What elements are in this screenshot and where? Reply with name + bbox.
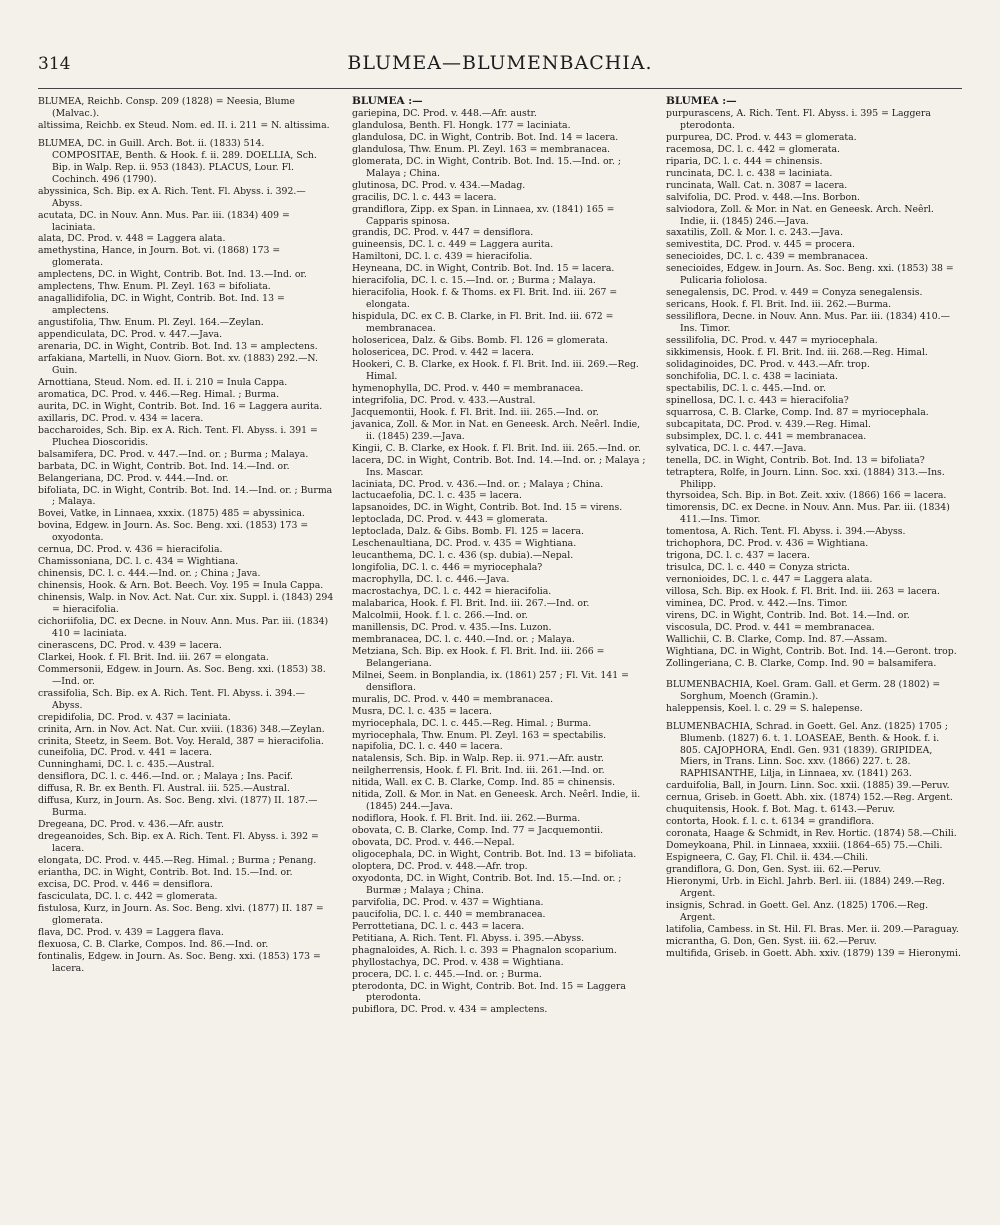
- entry: Belangeriana, DC. Prod. v. 444.—Ind. or.: [38, 472, 229, 484]
- entry: senecioides, Edgew. in Journ. As. Soc. Beng. xxi. (1853) 38 = Pulicaria foliolosa.: [666, 263, 954, 287]
- entry: villosa, Sch. Bip. ex Hook. f. Fl. Brit. Ind. iii. 263 = lacera.: [666, 586, 940, 598]
- entry: baccharoides, Sch. Bip. ex A. Rich. Tent. Fl. Abyss. i. 391 = Pluchea Dioscoridis.: [38, 424, 318, 448]
- entry: Metziana, Sch. Bip. ex Hook. f. Fl. Brit. Ind. iii. 266 = Belangeriana.: [352, 645, 605, 669]
- column-2: [352, 96, 648, 1016]
- entry: Musra, DC. l. c. 435 = lacera.: [352, 705, 492, 717]
- entry: leptoclada, DC. Prod. v. 443 = glomerata.: [352, 514, 548, 526]
- entry: bovina, Edgew. in Journ. As. Soc. Beng. xxi. (1853) 173 = oxyodonta.: [38, 520, 309, 544]
- entry: haleppensis, Koel. l. c. 29 = S. halepense.: [666, 702, 863, 714]
- entry: sessilifolia, DC. Prod. v. 447 = myriocephala.: [666, 335, 878, 347]
- page-header: [38, 50, 962, 80]
- entry: aromatica, DC. Prod. v. 446.—Reg. Himal. ; Burma.: [38, 388, 280, 400]
- entry: Domeykoana, Phil. in Linnaea, xxxiii. (1864–65) 75.—Chili.: [666, 840, 943, 852]
- column-1: [38, 96, 334, 975]
- entry: altissima, Reichb. ex Steud. Nom. ed. II. i. 211 = N. altissima.: [38, 119, 330, 131]
- entry: chinensis, DC. l. c. 444.—Ind. or. ; China ; Java.: [38, 568, 261, 580]
- entry: glandulosa, Benth. Fl. Hongk. 177 = laciniata.: [352, 119, 571, 131]
- entry: bifoliata, DC. in Wight, Contrib. Bot. Ind. 14.—Ind. or. ; Burma ; Malaya.: [38, 484, 333, 508]
- entry: cichoriifolia, DC. ex Decne. in Nouv. Ann. Mus. Par. iii. (1834) 410 = laciniata.: [38, 615, 329, 639]
- entry: cuneifolia, DC. Prod. v. 441 = lacera.: [38, 747, 213, 759]
- entry: flexuosa, C. B. Clarke, Compos. Ind. 86.—Ind. or.: [38, 938, 269, 950]
- entry: senecioides, DC. l. c. 439 = membranacea.: [666, 251, 869, 263]
- entry: vernonioides, DC. l. c. 447 = Laggera alata.: [666, 574, 873, 586]
- entry: oxyodonta, DC. in Wight, Contrib. Bot. Ind. 15.—Ind. or. ; Burmæ ; Malaya ; China.: [352, 872, 622, 896]
- entry: guineensis, DC. l. c. 449 = Laggera aurita.: [352, 239, 554, 251]
- entry: Heyneana, DC. in Wight, Contrib. Bot. Ind. 15 = lacera.: [352, 263, 615, 275]
- entry: javanica, Zoll. & Mor. in Nat. en Geneesk. Arch. Neêrl. Indie, ii. (1845) 239.—Java.: [352, 418, 641, 442]
- entry: neilgherrensis, Hook. f. Fl. Brit. Ind. iii. 261.—Ind. or.: [352, 765, 605, 777]
- entry: Dregeana, DC. Prod. v. 436.—Afr. austr.: [38, 819, 224, 831]
- entry: cernua, DC. Prod. v. 436 = hieracifolia.: [38, 544, 223, 556]
- entry: balsamifera, DC. Prod. v. 447.—Ind. or. ; Burma ; Malaya.: [38, 448, 309, 460]
- entry: nodiflora, Hook. f. Fl. Brit. Ind. iii. 262.—Burma.: [352, 813, 581, 825]
- entry: viscosula, DC. Prod. v. 441 = membranacea.: [666, 621, 875, 633]
- entry: natalensis, Sch. Bip. in Walp. Rep. ii. 971.—Afr. austr.: [352, 753, 604, 765]
- entry: timorensis, DC. ex Decne. in Nouv. Ann. Mus. Par. iii. (1834) 411.—Ins. Timor.: [666, 502, 950, 526]
- entry: multifida, Griseb. in Goett. Abh. xxiv. (1879) 139 = Hieronymi.: [666, 947, 961, 959]
- entry: myriocephala, Thw. Enum. Pl. Zeyl. 163 = spectabilis.: [352, 729, 607, 741]
- header-rule: [38, 88, 962, 89]
- entry: muralis, DC. Prod. v. 440 = membranacea.: [352, 693, 554, 705]
- entry: runcinata, Wall. Cat. n. 3087 = lacera.: [666, 179, 848, 191]
- entry: manillensis, DC. Prod. v. 435.—Ins. Luzon.: [352, 621, 552, 633]
- entry: tomentosa, A. Rich. Tent. Fl. Abyss. i. 394.—Abyss.: [666, 526, 906, 538]
- entry: Espigneera, C. Gay, Fl. Chil. ii. 434.—Chili.: [666, 852, 869, 864]
- entry: squarrosa, C. B. Clarke, Comp. Ind. 87 = myriocephala.: [666, 406, 929, 418]
- entry: Hamiltoni, DC. l. c. 439 = hieracifolia.: [352, 251, 533, 263]
- entry: saxatilis, Zoll. & Mor. l. c. 243.—Java.: [666, 227, 844, 239]
- entry: Jacquemontii, Hook. f. Fl. Brit. Ind. iii. 265.—Ind. or.: [352, 406, 599, 418]
- entry: paucifolia, DC. l. c. 440 = membranacea.: [352, 908, 546, 920]
- entry: salviodora, Zoll. & Mor. in Nat. en Geneesk. Arch. Neêrl. Indie, ii. (1845) 246.—Java.: [666, 203, 934, 227]
- entry: pterodonta, DC. in Wight, Contrib. Bot. Ind. 15 = Laggera pterodonta.: [352, 980, 626, 1004]
- entry: grandiflora, Zipp. ex Span. in Linnaea, xv. (1841) 165 = Capparis spinosa.: [352, 203, 615, 227]
- entry: sylvatica, DC. l. c. 447.—Java.: [666, 442, 807, 454]
- entry: axillaris, DC. Prod. v. 434 = lacera.: [38, 412, 204, 424]
- entry: glutinosa, DC. Prod. v. 434.—Madag.: [352, 179, 526, 191]
- entry: flava, DC. Prod. v. 439 = Laggera flava.: [38, 926, 224, 938]
- entry: hymenophylla, DC. Prod. v. 440 = membranacea.: [352, 382, 584, 394]
- running-title: BLUMEA—BLUMENBACHIA.: [347, 52, 653, 74]
- entry: Malcolmii, Hook. f. l. c. 266.—Ind. or.: [352, 609, 528, 621]
- entry: Hookeri, C. B. Clarke, ex Hook. f. Fl. Brit. Ind. iii. 269.—Reg. Himal.: [352, 358, 639, 382]
- entry: oligocephala, DC. in Wight, Contrib. Bot. Ind. 13 = bifoliata.: [352, 849, 637, 861]
- entry: purpurascens, A. Rich. Tent. Fl. Abyss. i. 395 = Laggera pterodonta.: [666, 107, 931, 131]
- entry: fontinalis, Edgew. in Journ. As. Soc. Beng. xxi. (1853) 173 = lacera.: [38, 950, 321, 974]
- entry: trichophora, DC. Prod. v. 436 = Wightiana.: [666, 538, 869, 550]
- entry: BLUMEA :—: [352, 95, 423, 107]
- entry: fistulosa, Kurz, in Journ. As. Soc. Beng. xlvi. (1877) II. 187 = glomerata.: [38, 902, 324, 926]
- entry: densiflora, DC. l. c. 446.—Ind. or. ; Malaya ; Ins. Pacif.: [38, 771, 293, 783]
- entry: amethystina, Hance, in Journ. Bot. vi. (1868) 173 = glomerata.: [38, 245, 281, 269]
- entry: contorta, Hook. f. l. c. t. 6134 = grandiflora.: [666, 816, 875, 828]
- entry: micrantha, G. Don, Gen. Syst. iii. 62.—Peruv.: [666, 935, 877, 947]
- entry: Kingii, C. B. Clarke, ex Hook. f. Fl. Brit. Ind. iii. 265.—Ind. or.: [352, 442, 641, 454]
- entry: Leschenaultiana, DC. Prod. v. 435 = Wightiana.: [352, 538, 577, 550]
- entry: phagnaloides, A. Rich. l. c. 393 = Phagnalon scoparium.: [352, 944, 617, 956]
- entry: nitida, Zoll. & Mor. in Nat. en Geneesk. Arch. Neêrl. Indie, ii. (1845) 244.—Java.: [352, 789, 641, 813]
- entry: macrophylla, DC. l. c. 446.—Java.: [352, 574, 510, 586]
- entry: BLUMENBACHIA, Schrad. in Goett. Gel. Anz. (1825) 1705 ; Blumenb. (1827) 6. t. 1. LOASEAE, Benth. & Hook. f. i. 805. CAJOPHORA, Endl. Gen. 931 (1839). GRIPIDEA, Miers, in Trans. Linn. Soc. xxv. (1866) 227. t. 28. RAPHISANTHE, Lilja, in Linnaea, xv. (1841) 263.: [666, 720, 949, 780]
- entry: hieracifolia, DC. l. c. 15.—Ind. or. ; Burma ; Malaya.: [352, 275, 596, 287]
- entry: arfakiana, Martelli, in Nuov. Giorn. Bot. xv. (1883) 292.—N. Guin.: [38, 353, 318, 376]
- entry: latifolia, Cambess. in St. Hil. Fl. Bras. Mer. ii. 209.—Paraguay.: [666, 923, 959, 935]
- entry: integrifolia, DC. Prod. v. 433.—Austral.: [352, 394, 536, 406]
- entry: subsimplex, DC. l. c. 441 = membranacea.: [666, 430, 867, 442]
- entry: hispidula, DC. ex C. B. Clarke, in Fl. Brit. Ind. iii. 672 = membranacea.: [352, 311, 614, 335]
- entry: semivestita, DC. Prod. v. 445 = procera.: [666, 239, 855, 251]
- entry: subcapitata, DC. Prod. v. 439.—Reg. Himal.: [666, 418, 871, 430]
- entry: spinellosa, DC. l. c. 443 = hieracifolia?: [666, 394, 849, 406]
- entry: Wallichii, C. B. Clarke, Comp. Ind. 87.—Assam.: [666, 633, 888, 645]
- entry: Cunninghami, DC. l. c. 435.—Austral.: [38, 759, 215, 771]
- entry: napifolia, DC. l. c. 440 = lacera.: [352, 741, 503, 753]
- entry: sonchifolia, DC. l. c. 438 = laciniata.: [666, 370, 838, 382]
- entry: salvifolia, DC. Prod. v. 448.—Ins. Borbon.: [666, 191, 861, 203]
- entry: crinita, Steetz, in Seem. Bot. Voy. Herald, 387 = hieracifolia.: [38, 735, 324, 747]
- entry: diffusa, Kurz, in Journ. As. Soc. Beng. xlvi. (1877) II. 187.—Burma.: [38, 795, 318, 819]
- entry: runcinata, DC. l. c. 438 = laciniata.: [666, 167, 833, 179]
- entry: gracilis, DC. l. c. 443 = lacera.: [352, 191, 497, 203]
- entry: Petitiana, A. Rich. Tent. Fl. Abyss. i. 395.—Abyss.: [352, 932, 585, 944]
- entry: malabarica, Hook. f. Fl. Brit. Ind. iii. 267.—Ind. or.: [352, 598, 590, 610]
- entry: holosericea, DC. Prod. v. 442 = lacera.: [352, 347, 534, 359]
- entry: Milnei, Seem. in Bonplandia, ix. (1861) 257 ; Fl. Vit. 141 = densiflora.: [352, 669, 629, 693]
- entry: glandulosa, DC. in Wight, Contrib. Bot. Ind. 14 = lacera.: [352, 131, 619, 143]
- entry: viminea, DC. Prod. v. 442.—Ins. Timor.: [666, 598, 848, 610]
- entry: BLUMEA :—: [666, 95, 737, 107]
- entry: grandiflora, G. Don, Gen. Syst. iii. 62.—Peruv.: [666, 864, 882, 876]
- entry: Hieronymi, Urb. in Eichl. Jahrb. Berl. iii. (1884) 249.—Reg. Argent.: [666, 876, 945, 899]
- entry: obovata, DC. Prod. v. 446.—Nepal.: [352, 837, 515, 849]
- entry: holosericea, Dalz. & Gibs. Bomb. Fl. 126 = glomerata.: [352, 335, 608, 347]
- entry: obovata, C. B. Clarke, Comp. Ind. 77 = Jacquemontii.: [352, 825, 604, 837]
- entry: excisa, DC. Prod. v. 446 = densiflora.: [38, 878, 213, 890]
- entry: solidaginoides, DC. Prod. v. 443.—Afr. trop.: [666, 358, 870, 370]
- entry: sessiliflora, Decne. in Nouv. Ann. Mus. Par. iii. (1834) 410.—Ins. Timor.: [666, 311, 950, 335]
- entry: grandis, DC. Prod. v. 447 = densiflora.: [352, 227, 534, 239]
- entry: anagallidifolia, DC. in Wight, Contrib. Bot. Ind. 13 = amplectens.: [38, 293, 285, 317]
- entry: phyllostachya, DC. Prod. v. 438 = Wightiana.: [352, 956, 564, 968]
- entry: crinita, Arn. in Nov. Act. Nat. Cur. xviii. (1836) 348.—Zeylan.: [38, 723, 325, 735]
- entry: chinensis, Walp. in Nov. Act. Nat. Cur. xix. Suppl. i. (1843) 294 = hieracifolia.: [38, 592, 334, 616]
- entry: coronata, Haage & Schmidt, in Rev. Hortic. (1874) 58.—Chili.: [666, 828, 957, 840]
- entry: dregeanoides, Sch. Bip. ex A. Rich. Tent. Fl. Abyss. i. 392 = lacera.: [38, 831, 319, 855]
- entry: Clarkei, Hook. f. Fl. Brit. Ind. iii. 267 = elongata.: [38, 651, 269, 663]
- entry: eriantha, DC. in Wight, Contrib. Bot. Ind. 15.—Ind. or.: [38, 867, 293, 878]
- entry: cinerascens, DC. Prod. v. 439 = lacera.: [38, 639, 222, 651]
- entry: chinensis, Hook. & Arn. Bot. Beech. Voy. 195 = Inula Cappa.: [38, 580, 324, 592]
- entry: hieracifolia, Hook. f. & Thoms. ex Fl. Brit. Ind. iii. 267 = elongata.: [352, 287, 618, 311]
- entry: senegalensis, DC. Prod. v. 449 = Conyza senegalensis.: [666, 287, 923, 299]
- entry: BLUMEA, DC. in Guill. Arch. Bot. ii. (1833) 514. COMPOSITAE, Benth. & Hook. f. ii. 289. DOELLIA, Sch. Bip. in Walp. Rep. ii. 953 (1843). PLACUS, Lour. Fl. Cochinch. 496 (1790).: [38, 137, 317, 185]
- entry: Wightiana, DC. in Wight, Contrib. Bot. Ind. 14.—Geront. trop.: [666, 645, 957, 657]
- entry: procera, DC. l. c. 445.—Ind. or. ; Burma.: [352, 968, 542, 980]
- entry: nitida, Wall. ex C. B. Clarke, Comp. Ind. 85 = chinensis.: [352, 777, 616, 789]
- entry: cernua, Griseb. in Goett. Abh. xix. (1874) 152.—Reg. Argent.: [666, 792, 953, 804]
- entry: crepidifolia, DC. Prod. v. 437 = laciniata.: [38, 711, 231, 723]
- entry: purpurea, DC. Prod. v. 443 = glomerata.: [666, 131, 857, 143]
- entry: alata, DC. Prod. v. 448 = Laggera alata.: [38, 233, 226, 245]
- entry: barbata, DC. in Wight, Contrib. Bot. Ind. 14.—Ind. or.: [38, 460, 290, 472]
- entry: amplectens, Thw. Enum. Pl. Zeyl. 163 = bifoliata.: [38, 281, 271, 293]
- entry: chuquitensis, Hook. f. Bot. Mag. t. 6143.—Peruv.: [666, 804, 896, 816]
- entry: riparia, DC. l. c. 444 = chinensis.: [666, 155, 823, 167]
- entry: Bovei, Vatke, in Linnaea, xxxix. (1875) 485 = abyssinica.: [38, 508, 305, 520]
- entry: diffusa, R. Br. ex Benth. Fl. Austral. iii. 525.—Austral.: [38, 783, 290, 795]
- entry: aurita, DC. in Wight, Contrib. Bot. Ind. 16 = Laggera aurita.: [38, 400, 323, 412]
- entry: pubiflora, DC. Prod. v. 434 = amplectens.: [352, 1004, 548, 1016]
- entry: oloptera, DC. Prod. v. 448.—Afr. trop.: [352, 861, 528, 872]
- entry: membranacea, DC. l. c. 440.—Ind. or. ; Malaya.: [352, 633, 575, 645]
- entry: glomerata, DC. in Wight, Contrib. Bot. Ind. 15.—Ind. or. ; Malaya ; China.: [352, 155, 622, 179]
- entry: leptoclada, Dalz. & Gibs. Bomb. Fl. 125 = lacera.: [352, 526, 584, 538]
- entry: tetraptera, Rolfe, in Journ. Linn. Soc. xxi. (1884) 313.—Ins. Philipp.: [666, 466, 945, 490]
- entry: elongata, DC. Prod. v. 445.—Reg. Himal. ; Burma ; Penang.: [38, 855, 317, 867]
- entry: arenaria, DC. in Wight, Contrib. Bot. Ind. 13 = amplectens.: [38, 341, 318, 353]
- entry: tenella, DC. in Wight, Contrib. Bot. Ind. 13 = bifoliata?: [666, 454, 925, 466]
- entry: gariepina, DC. Prod. v. 448.—Afr. austr.: [352, 107, 537, 119]
- entry: fasciculata, DC. l. c. 442 = glomerata.: [38, 890, 218, 902]
- entry: angustifolia, Thw. Enum. Pl. Zeyl. 164.—Zeylan.: [38, 317, 264, 329]
- entry: carduifolia, Ball, in Journ. Linn. Soc. xxii. (1885) 39.—Peruv.: [666, 780, 950, 792]
- entry: appendiculata, DC. Prod. v. 447.—Java.: [38, 329, 223, 341]
- entry: trisulca, DC. l. c. 440 = Conyza stricta.: [666, 562, 850, 574]
- entry: Commersonii, Edgew. in Journ. As. Soc. Beng. xxi. (1853) 38.—Ind. or.: [38, 663, 326, 687]
- entry: longifolia, DC. l. c. 446 = myriocephala?: [352, 562, 543, 574]
- entry: trigona, DC. l. c. 437 = lacera.: [666, 550, 810, 562]
- entry: spectabilis, DC. l. c. 445.—Ind. or.: [666, 382, 826, 394]
- entry: parvifolia, DC. Prod. v. 437 = Wightiana.: [352, 896, 544, 908]
- entry: acutata, DC. in Nouv. Ann. Mus. Par. iii. (1834) 409 = laciniata.: [38, 209, 290, 233]
- entry: BLUMEA, Reichb. Consp. 209 (1828) = Neesia, Blume (Malvac.).: [38, 96, 295, 119]
- page-number: 314: [38, 54, 71, 74]
- entry: sikkimensis, Hook. f. Fl. Brit. Ind. iii. 268.—Reg. Himal.: [666, 347, 928, 359]
- entry: racemosa, DC. l. c. 442 = glomerata.: [666, 143, 840, 155]
- entry: lacera, DC. in Wight, Contrib. Bot. Ind. 14.—Ind. or. ; Malaya ; Ins. Mascar.: [352, 454, 646, 478]
- entry: Perrottetiana, DC. l. c. 443 = lacera.: [352, 920, 525, 932]
- entry: BLUMENBACHIA, Koel. Gram. Gall. et Germ. 28 (1802) = Sorghum, Moench (Gramin.).: [666, 678, 941, 702]
- entry: macrostachya, DC. l. c. 442 = hieracifolia.: [352, 586, 552, 598]
- entry: sericans, Hook. f. Fl. Brit. Ind. iii. 262.—Burma.: [666, 299, 892, 311]
- entry: glandulosa, Thw. Enum. Pl. Zeyl. 163 = membranacea.: [352, 143, 611, 155]
- entry: abyssinica, Sch. Bip. ex A. Rich. Tent. Fl. Abyss. i. 392.—Abyss.: [38, 185, 306, 209]
- entry: leucanthema, DC. l. c. 436 (sp. dubia).—Nepal.: [352, 550, 574, 562]
- column-3: [666, 96, 962, 960]
- entry: insignis, Schrad. in Goett. Gel. Anz. (1825) 1706.—Reg. Argent.: [666, 899, 929, 923]
- entry: laciniata, DC. Prod. v. 436.—Ind. or. ; Malaya ; China.: [352, 478, 604, 490]
- entry: virens, DC. in Wight, Contrib. Ind. Bot. 14.—Ind. or.: [666, 609, 910, 621]
- entry: Chamissoniana, DC. l. c. 434 = Wightiana.: [38, 556, 239, 568]
- entry: lapsanoides, DC. in Wight, Contrib. Bot. Ind. 15 = virens.: [352, 502, 623, 514]
- entry: amplectens, DC. in Wight, Contrib. Bot. Ind. 13.—Ind. or.: [38, 269, 307, 281]
- entry: Arnottiana, Steud. Nom. ed. II. i. 210 = Inula Cappa.: [38, 376, 288, 388]
- entry: lactucaefolia, DC. l. c. 435 = lacera.: [352, 490, 522, 502]
- entry: Zollingeriana, C. B. Clarke, Comp. Ind. 90 = balsamifera.: [666, 657, 937, 669]
- entry: crassifolia, Sch. Bip. ex A. Rich. Tent. Fl. Abyss. i. 394.—Abyss.: [38, 687, 305, 711]
- entry: thyrsoidea, Sch. Bip. in Bot. Zeit. xxiv. (1866) 166 = lacera.: [666, 490, 947, 502]
- entry: myriocephala, DC. l. c. 445.—Reg. Himal. ; Burma.: [352, 717, 592, 729]
